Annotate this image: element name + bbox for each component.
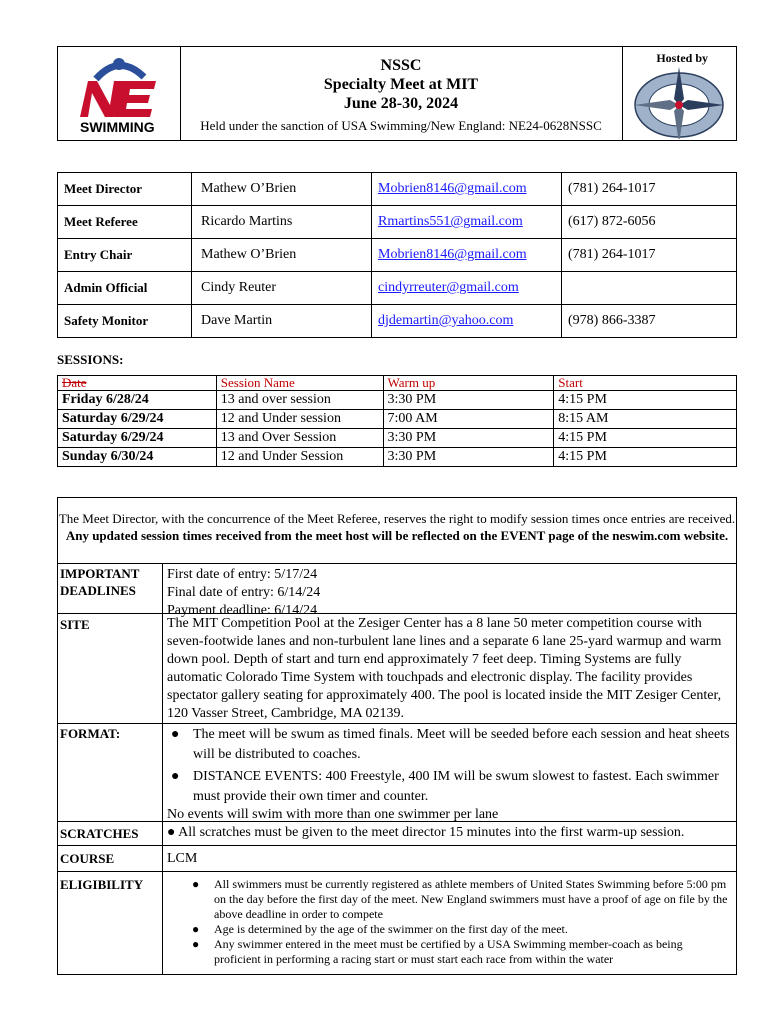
eligibility-bullet: ● Age is determined by the age of the swimmer on the first day of the meet. bbox=[192, 922, 568, 936]
name-cell: Mathew O’Brien bbox=[192, 239, 372, 272]
eligibility-values bbox=[167, 877, 730, 967]
session-start: 4:15 PM bbox=[554, 391, 737, 410]
eligibility-label: ELIGIBILITY bbox=[60, 877, 144, 892]
role-cell: Meet Director bbox=[58, 173, 192, 206]
phone-cell bbox=[562, 272, 737, 305]
session-date: Sunday 6/30/24 bbox=[58, 448, 217, 467]
ne-swimming-logo bbox=[58, 47, 181, 140]
phone-cell: (617) 872-6056 bbox=[562, 206, 737, 239]
meet-officials-table bbox=[57, 172, 737, 338]
name-cell: Cindy Reuter bbox=[192, 272, 372, 305]
meet-header bbox=[57, 46, 737, 141]
table-row bbox=[58, 173, 737, 206]
table-row bbox=[58, 391, 737, 410]
scratches-label: SCRATCHES bbox=[60, 826, 139, 841]
name-cell: Dave Martin bbox=[192, 305, 372, 338]
eligibility-bullet: ● Any swimmer entered in the meet must be certified by a USA Swimming member-coach as being proficient in performing a racing start or must start each race from within the water bbox=[192, 937, 683, 966]
email-link[interactable]: djdemartin@yahoo.com bbox=[378, 313, 514, 328]
table-row bbox=[58, 410, 737, 429]
session-date: Friday 6/28/24 bbox=[58, 391, 217, 410]
deadline-payment: Payment deadline: 6/14/24 bbox=[167, 603, 318, 618]
deadlines-values bbox=[167, 566, 730, 620]
table-row bbox=[58, 429, 737, 448]
hosted-by-label: Hosted by bbox=[656, 51, 708, 65]
phone-cell: (978) 866-3387 bbox=[562, 305, 737, 338]
deadline-first-entry: First date of entry: 5/17/24 bbox=[167, 567, 318, 582]
session-name: 13 and over session bbox=[216, 391, 383, 410]
meet-info-table bbox=[57, 497, 737, 975]
course-row bbox=[58, 846, 736, 872]
eligibility-bullet: ● All swimmers must be currently registered as athlete members of United States Swimming before 5:00 pm on the day before the first day of the meet. New England swimmers must have a proof of age on file by the above deadline in order to compete bbox=[192, 877, 728, 921]
email-link[interactable]: Mobrien8146@gmail.com bbox=[378, 181, 527, 196]
deadlines-label: IMPORTANT DEADLINES bbox=[60, 566, 140, 598]
logo-swimming-text: SWIMMING bbox=[80, 119, 155, 135]
table-row bbox=[58, 305, 737, 338]
session-name: 12 and Under Session bbox=[216, 448, 383, 467]
north-shore-swim-club-logo-icon bbox=[630, 65, 728, 139]
session-date: Saturday 6/29/24 bbox=[58, 429, 217, 448]
name-cell: Mathew O’Brien bbox=[192, 173, 372, 206]
format-row bbox=[58, 724, 736, 822]
header-warm-up: Warm up bbox=[383, 376, 554, 391]
email-link[interactable]: Mobrien8146@gmail.com bbox=[378, 247, 527, 262]
session-warmup: 3:30 PM bbox=[383, 391, 554, 410]
course-text: LCM bbox=[167, 851, 198, 866]
table-row bbox=[58, 448, 737, 467]
session-start: 8:15 AM bbox=[554, 410, 737, 429]
table-row bbox=[58, 206, 737, 239]
table-row bbox=[58, 239, 737, 272]
session-start: 4:15 PM bbox=[554, 429, 737, 448]
format-bullet: ● The meet will be swum as timed finals. Meet will be seeded before each session and heat sheets will be distributed to coaches. bbox=[171, 727, 730, 762]
site-text: The MIT Competition Pool at the Zesiger Center has a 8 lane 50 meter competition course with seven-footwide lanes and non-turbulent lane lines and a separate 6 lane 25-yard warmup and warm down pool. Depth of start and turn end approximately 7 feet deep. Timing Systems are fully automatic Colorado Time System with touchpads and electronic display. The facility provides spectator gallery seating for approximately 400. The pool is located inside the MIT Zesiger Center, 120 Vasser Street, Cambridge, MA 02139. bbox=[167, 616, 722, 721]
course-label: COURSE bbox=[60, 851, 115, 866]
intro-bold-text: Any updated session times received from the meet host will be reflected on the EVENT page of the neswim.com website. bbox=[65, 528, 729, 543]
sessions-label: SESSIONS: bbox=[57, 352, 124, 367]
role-cell: Meet Referee bbox=[58, 206, 192, 239]
deadlines-row bbox=[58, 564, 736, 618]
scratches-row bbox=[58, 822, 736, 846]
intro-plain-text: The Meet Director, with the concurrence of the Meet Referee, reserves the right to modify session times once entries are received. bbox=[58, 511, 736, 526]
format-label: FORMAT: bbox=[60, 726, 121, 741]
email-link[interactable]: Rmartins551@gmail.com bbox=[378, 214, 523, 229]
role-cell: Safety Monitor bbox=[58, 305, 192, 338]
phone-cell: (781) 264-1017 bbox=[562, 173, 737, 206]
email-link[interactable]: cindyrreuter@gmail.com bbox=[378, 280, 519, 295]
format-note: No events will swim with more than one swimmer per lane bbox=[167, 807, 499, 822]
sanction-text: Held under the sanction of USA Swimming/New England: NE24-0628NSSC bbox=[200, 118, 602, 133]
session-date: Saturday 6/29/24 bbox=[58, 410, 217, 429]
role-cell: Admin Official bbox=[58, 272, 192, 305]
session-warmup: 3:30 PM bbox=[383, 429, 554, 448]
intro-paragraph bbox=[58, 498, 736, 564]
header-date: Date bbox=[58, 376, 217, 391]
title-line-3: June 28-30, 2024 bbox=[343, 95, 459, 112]
host-block bbox=[622, 47, 736, 140]
table-row bbox=[58, 272, 737, 305]
deadline-final-entry: Final date of entry: 6/14/24 bbox=[167, 585, 321, 600]
session-name: 13 and Over Session bbox=[216, 429, 383, 448]
format-bullet: ● DISTANCE EVENTS: 400 Freestyle, 400 IM will be swum slowest to fastest. Each swimmer must provide their own timer and counter. bbox=[171, 769, 719, 804]
name-cell: Ricardo Martins bbox=[192, 206, 372, 239]
session-warmup: 7:00 AM bbox=[383, 410, 554, 429]
session-start: 4:15 PM bbox=[554, 448, 737, 467]
title-line-1: NSSC bbox=[380, 57, 422, 74]
phone-cell: (781) 264-1017 bbox=[562, 239, 737, 272]
session-warmup: 3:30 PM bbox=[383, 448, 554, 467]
format-values bbox=[167, 725, 730, 823]
meet-title-block bbox=[180, 47, 623, 140]
site-label: SITE bbox=[60, 617, 90, 632]
session-name: 12 and Under session bbox=[216, 410, 383, 429]
header-start: Start bbox=[554, 376, 737, 391]
table-header-row bbox=[58, 376, 737, 391]
header-session-name: Session Name bbox=[216, 376, 383, 391]
eligibility-row bbox=[58, 872, 736, 974]
site-row bbox=[58, 614, 736, 724]
role-cell: Entry Chair bbox=[58, 239, 192, 272]
title-line-2: Specialty Meet at MIT bbox=[323, 76, 479, 93]
sessions-table bbox=[57, 375, 737, 467]
scratches-text: ● All scratches must be given to the meet director 15 minutes into the first warm-up session. bbox=[167, 825, 685, 840]
